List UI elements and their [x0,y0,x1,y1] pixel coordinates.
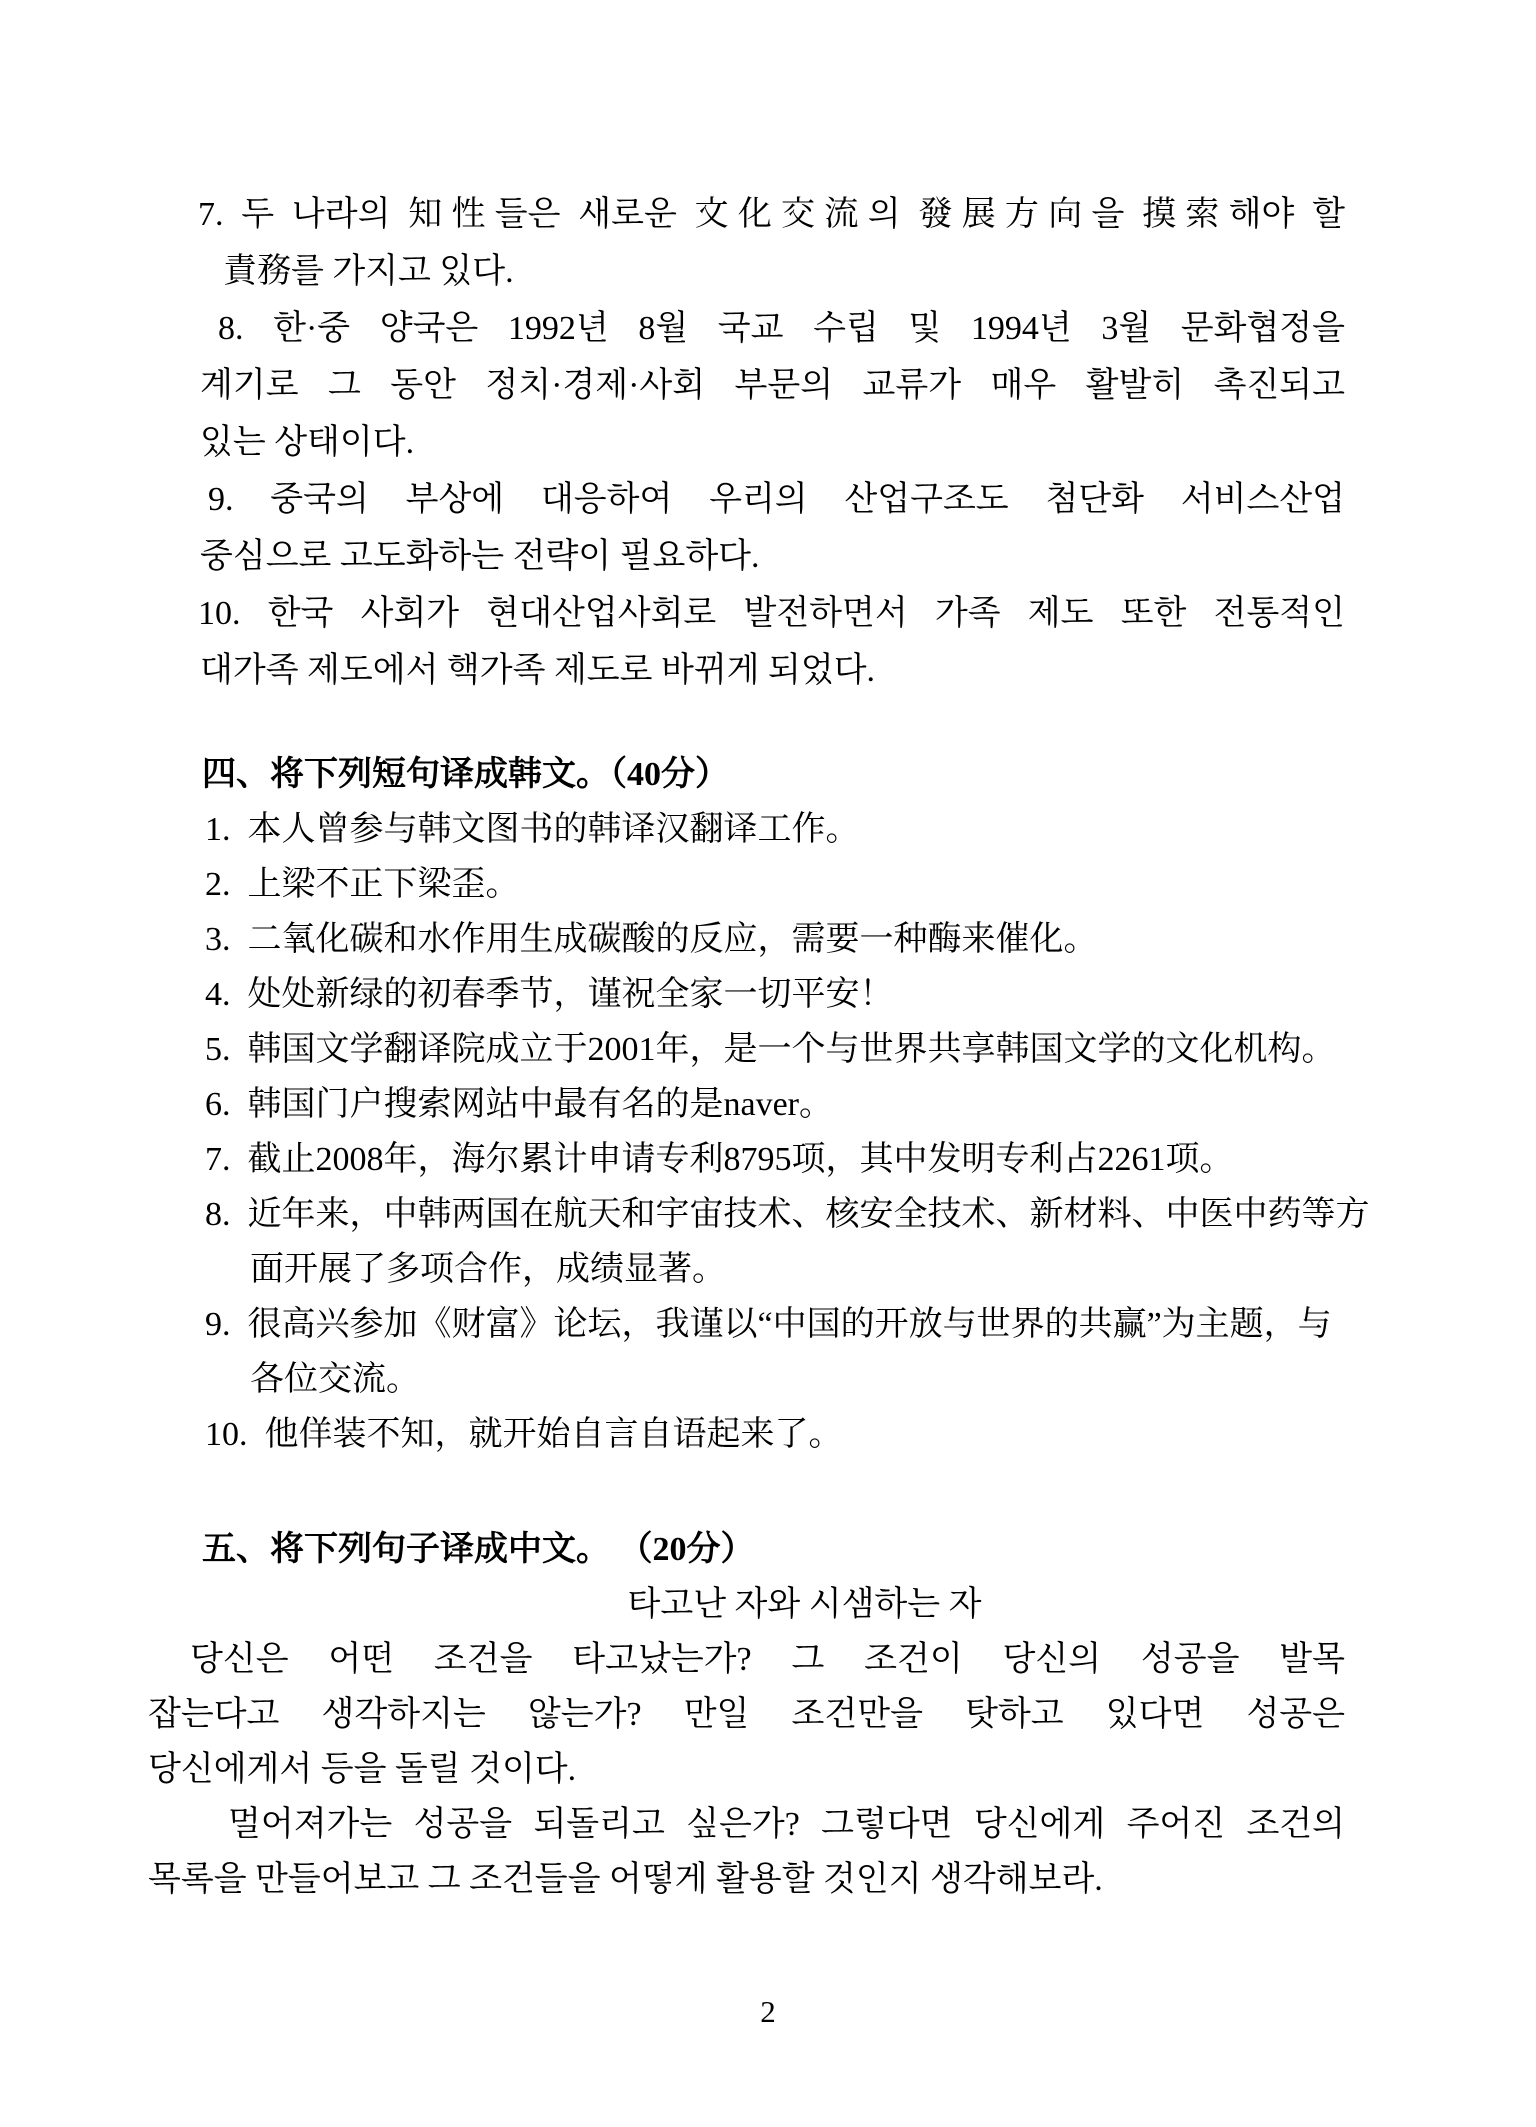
text-line: 2. 上梁不正下梁歪。 [205,866,520,903]
text-line: 대가족 제도에서 핵가족 제도로 바뀌게 되었다. [200,652,876,689]
text-line: 잡는다고 생각하지는 않는가? 만일 조건만을 탓하고 있다면 성공은 [148,1696,1345,1733]
section-4-heading: 四、将下列短句译成韩文。（40分） [202,756,729,793]
text-line: 당신은 어떤 조건을 타고났는가? 그 조건이 당신의 성공을 발목 [190,1641,1345,1678]
text-line: 7. 두 나라의 知性들은 새로운 文化交流의 發展方向을 摸索해야 할 [198,196,1345,233]
text-line: 責務를 가지고 있다. [223,253,514,290]
section-4-items [148,802,1370,1462]
passage-title: 타고난 자와 시샘하는 자 [627,1586,982,1623]
text-line: 9. 很高兴参加《财富》论坛，我谨以“中国的开放与世界的共赢”为主题，与 [205,1306,1332,1343]
text-line: 9. 중국의 부상에 대응하여 우리의 산업구조도 첨단화 서비스산업 [208,481,1345,518]
text-line: 5. 韩国文学翻译院成立于2001年，是一个与世界共享韩国文学的文化机构。 [205,1031,1336,1068]
text-line: 중심으로 고도화하는 전략이 필요하다. [200,538,760,575]
text-line: 8. 近年来，中韩两国在航天和宇宙技术、核安全技术、新材料、中医中药等方 [205,1196,1370,1233]
text-line: 8. 한·중 양국은 1992년 8월 국교 수립 및 1994년 3월 문화협정을 [218,310,1345,347]
text-line: 있는 상태이다. [200,424,415,461]
page-number: 2 [760,1994,776,2029]
text-line: 계기로 그 동안 정치·경제·사회 부문의 교류가 매우 활발히 촉진되고 [200,367,1345,404]
section-3-items [148,186,1345,699]
text-line: 各位交流。 [250,1361,420,1398]
text-line: 당신에게서 등을 돌릴 것이다. [148,1751,577,1788]
text-line: 1. 本人曾参与韩文图书的韩译汉翻译工作。 [205,811,860,848]
text-line: 10. 한국 사회가 현대산업사회로 발전하면서 가족 제도 또한 전통적인 [198,595,1345,632]
text-line: 3. 二氧化碳和水作用生成碳酸的反应，需要一种酶来催化。 [205,921,1098,958]
page-content [148,186,1370,1907]
text-line: 4. 处处新绿的初春季节，谨祝全家一切平安！ [205,976,894,1013]
section-5-passage [148,1577,1345,1907]
text-line: 6. 韩国门户搜索网站中最有名的是naver。 [205,1086,834,1123]
text-line: 7. 截止2008年，海尔累计申请专利8795项，其中发明专利占2261项。 [205,1141,1234,1178]
text-line: 面开展了多项合作，成绩显著。 [250,1251,726,1288]
section-5-heading: 五、将下列句子译成中文。 （20分） [202,1531,755,1568]
text-line: 10. 他佯装不知，就开始自言自语起来了。 [205,1416,843,1453]
text-line: 멀어져가는 성공을 되돌리고 싶은가? 그렇다면 당신에게 주어진 조건의 [228,1806,1345,1843]
text-line: 목록을 만들어보고 그 조건들을 어떻게 활용할 것인지 생각해보라. [148,1861,1103,1898]
